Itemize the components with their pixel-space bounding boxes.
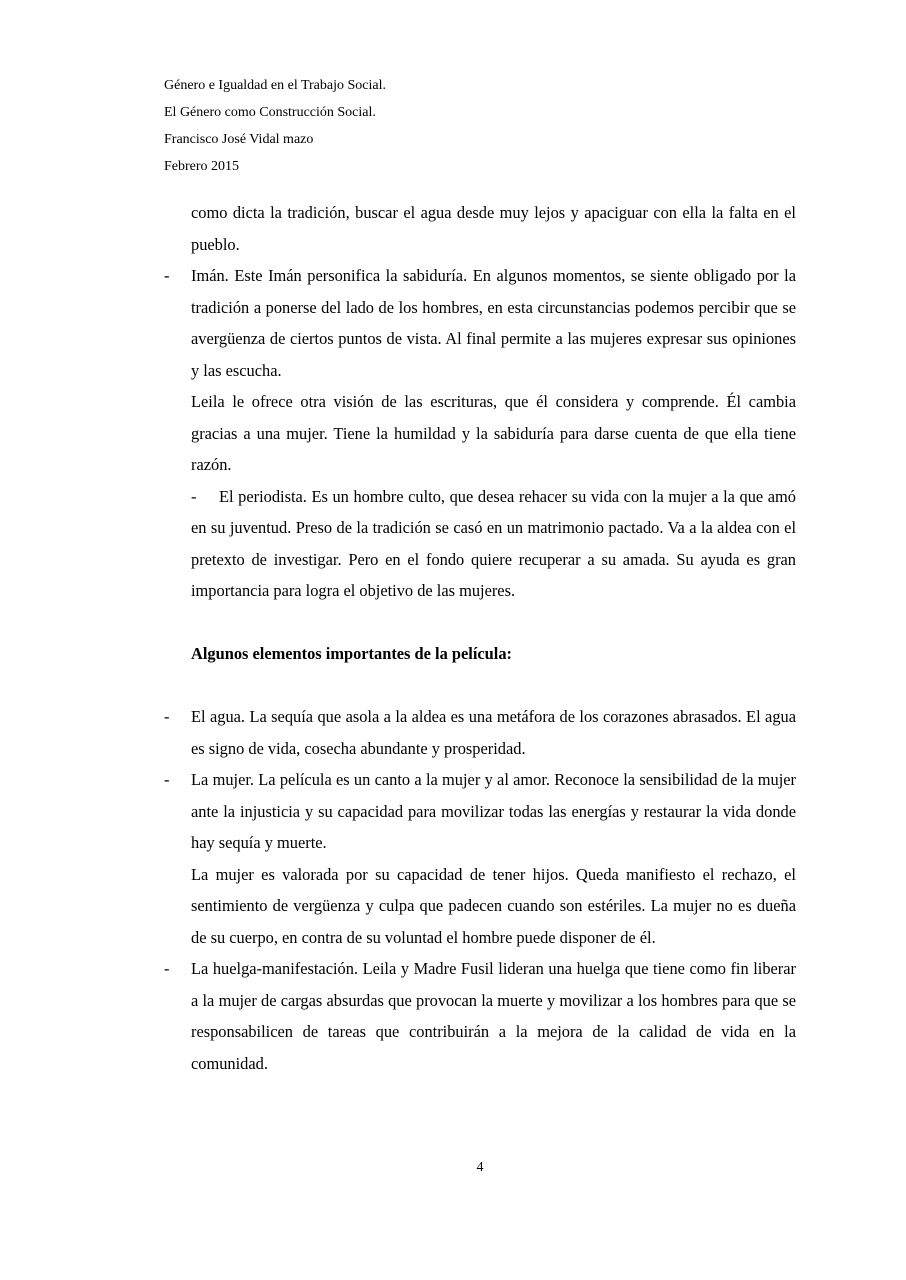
page-number: 4 bbox=[476, 1160, 484, 1175]
bullet-dash: - bbox=[164, 959, 170, 978]
document-body bbox=[164, 197, 796, 1079]
continuation-paragraph: como dicta la tradición, buscar el agua desde muy lejos y apaciguar con ella la falta en el pueblo. bbox=[191, 203, 796, 254]
section-heading: Algunos elementos importantes de la película: bbox=[191, 644, 512, 663]
list-item-agua bbox=[164, 701, 796, 764]
bullet-dash: - bbox=[164, 770, 170, 789]
bullet-dash: - bbox=[191, 486, 197, 506]
header-course-title: Género e Igualdad en el Trabajo Social. bbox=[164, 78, 386, 93]
list-item-text: La mujer. La película es un canto a la mujer y al amor. Reconoce la sensibilidad de la mujer ante la injusticia y su capacidad para movilizar todas las energías y restaurar la vida donde hay sequía y muerte. bbox=[191, 770, 796, 852]
list-item-text: El agua. La sequía que asola a la aldea es una metáfora de los corazones abrasados. El agua es signo de vida, cosecha abundante y prosperidad. bbox=[191, 707, 796, 758]
list-item-periodista bbox=[191, 481, 796, 607]
header-author: Francisco José Vidal mazo bbox=[164, 132, 314, 147]
bullet-dash: - bbox=[164, 266, 170, 285]
list-item-iman bbox=[164, 260, 796, 386]
list-item-text: Imán. Este Imán personifica la sabiduría. En algunos momentos, se siente obligado por la tradición a ponerse del lado de los hombres, en esta circunstancias podemos percibir que se avergüenza de ciertos puntos de vista. Al final permite a las mujeres expresar sus opiniones y las escucha. bbox=[191, 266, 796, 380]
bullet-dash: - bbox=[164, 707, 170, 726]
mujer-extra-paragraph: La mujer es valorada por su capacidad de tener hijos. Queda manifiesto el rechazo, el sentimiento de vergüenza y culpa que padecen cuando son estériles. La mujer no es dueña de su cuerpo, en contra de su voluntad el hombre puede disponer de él. bbox=[191, 864, 796, 947]
list-item-mujer bbox=[164, 764, 796, 859]
list-item-huelga bbox=[164, 953, 796, 1079]
list-item-text: El periodista. Es un hombre culto, que desea rehacer su vida con la mujer a la que amó en su juventud. Preso de la tradición se casó en un matrimonio pactado. Va a la aldea con el pretexto de investigar. Pero en el fondo quiere recuperar a su amada. Su ayuda es gran importancia para logra el objetivo de las mujeres. bbox=[191, 486, 796, 600]
header-date: Febrero 2015 bbox=[164, 159, 240, 174]
header-subtitle: El Género como Construcción Social. bbox=[164, 105, 376, 120]
document-header bbox=[164, 72, 386, 180]
iman-extra-paragraph: Leila le ofrece otra visión de las escrituras, que él considera y comprende. Él cambia gracias a una mujer. Tiene la humildad y la sabiduría para darse cuenta de que ella tiene razón. bbox=[191, 392, 796, 474]
list-item-text: La huelga-manifestación. Leila y Madre Fusil lideran una huelga que tiene como fin liberar a la mujer de cargas absurdas que provocan la muerte y movilizar a los hombres para que se responsabilicen de tareas que contribuirán a la mejora de la calidad de vida en la comunidad. bbox=[191, 959, 796, 1073]
